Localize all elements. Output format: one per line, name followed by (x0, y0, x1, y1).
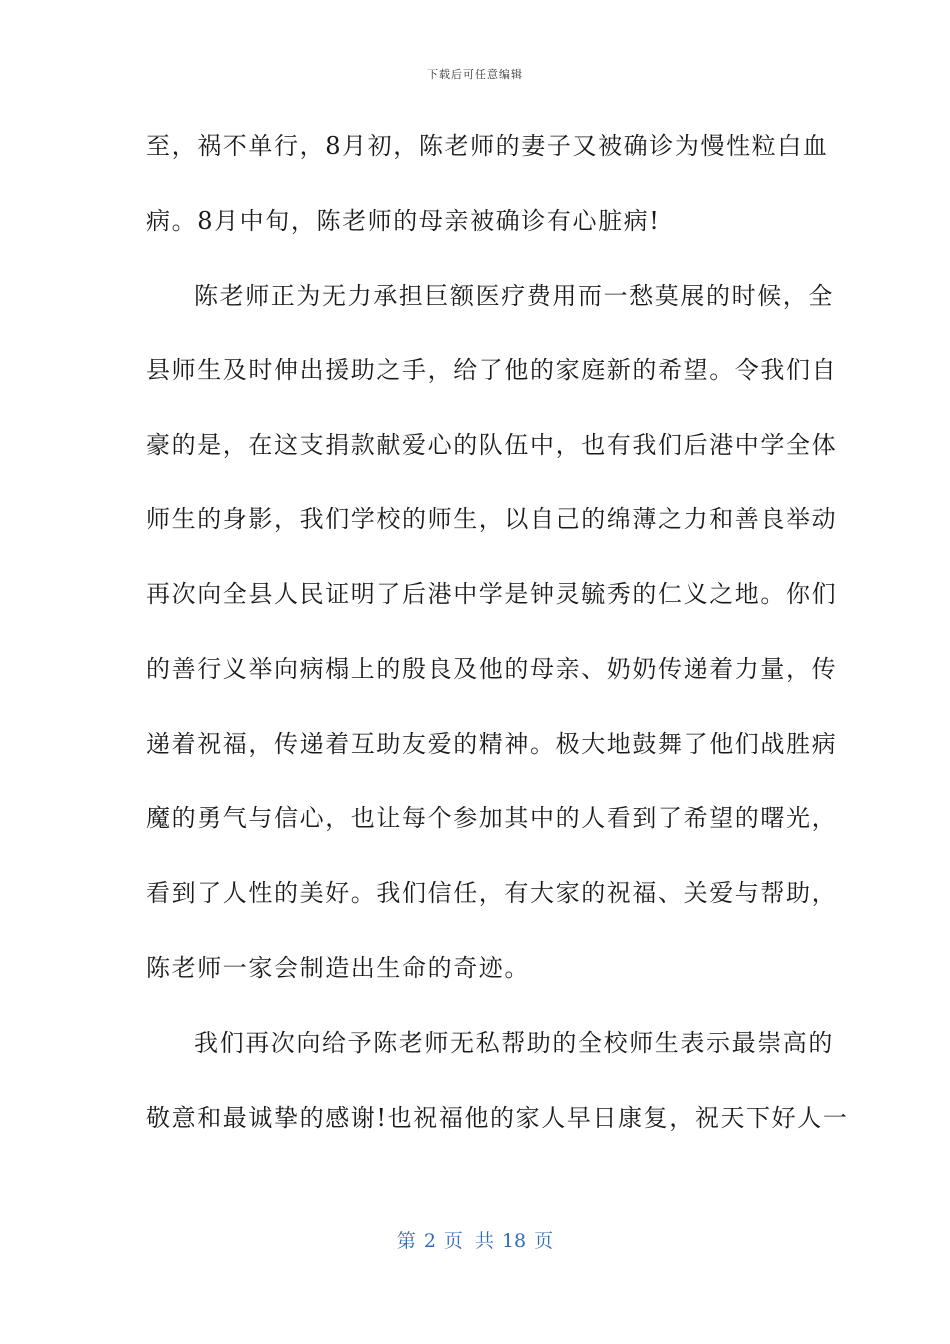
body-line-12: 陈老师一家会制造出生命的奇迹。 (146, 954, 530, 982)
body-line-14: 敬意和最诚挚的感谢!也祝福他的家人早日康复，祝天下好人一 (146, 1104, 849, 1132)
body-line-6: 师生的身影，我们学校的师生，以自己的绵薄之力和善良举动 (146, 505, 838, 533)
page-number (0, 1226, 950, 1253)
body-line-8: 的善行义举向病榻上的殷良及他的母亲、奶奶传递着力量，传 (146, 655, 838, 683)
header-note: 下载后可任意编辑 (427, 68, 523, 81)
body-line-13: 我们再次向给予陈老师无私帮助的全校师生表示最崇高的 (194, 1029, 834, 1057)
body-line-5: 豪的是，在这支捐款献爱心的队伍中，也有我们后港中学全体 (146, 431, 838, 459)
body-line-4: 县师生及时伸出援助之手，给了他的家庭新的希望。令我们自 (146, 356, 838, 384)
body-line-3: 陈老师正为无力承担巨额医疗费用而一愁莫展的时候，全 (194, 282, 834, 310)
body-line-1: 至，祸不单行，8月初，陈老师的妻子又被确诊为慢性粒白血 (146, 132, 829, 160)
body-line-10: 魔的勇气与信心，也让每个参加其中的人看到了希望的曙光， (146, 804, 838, 832)
body-line-11: 看到了人性的美好。我们信任，有大家的祝福、关爱与帮助， (146, 879, 838, 907)
page-total: 18 (501, 1230, 527, 1252)
page-current: 2 (423, 1230, 436, 1252)
page-prefix: 第 (396, 1230, 416, 1252)
page-suffix: 页 (534, 1230, 554, 1252)
body-line-2: 病。8月中旬，陈老师的母亲被确诊有心脏病! (146, 207, 661, 235)
body-line-9: 递着祝福，传递着互助友爱的精神。极大地鼓舞了他们战胜病 (146, 730, 838, 758)
body-line-7: 再次向全县人民证明了后港中学是钟灵毓秀的仁义之地。你们 (146, 580, 838, 608)
page-mid: 页 共 (443, 1230, 494, 1252)
